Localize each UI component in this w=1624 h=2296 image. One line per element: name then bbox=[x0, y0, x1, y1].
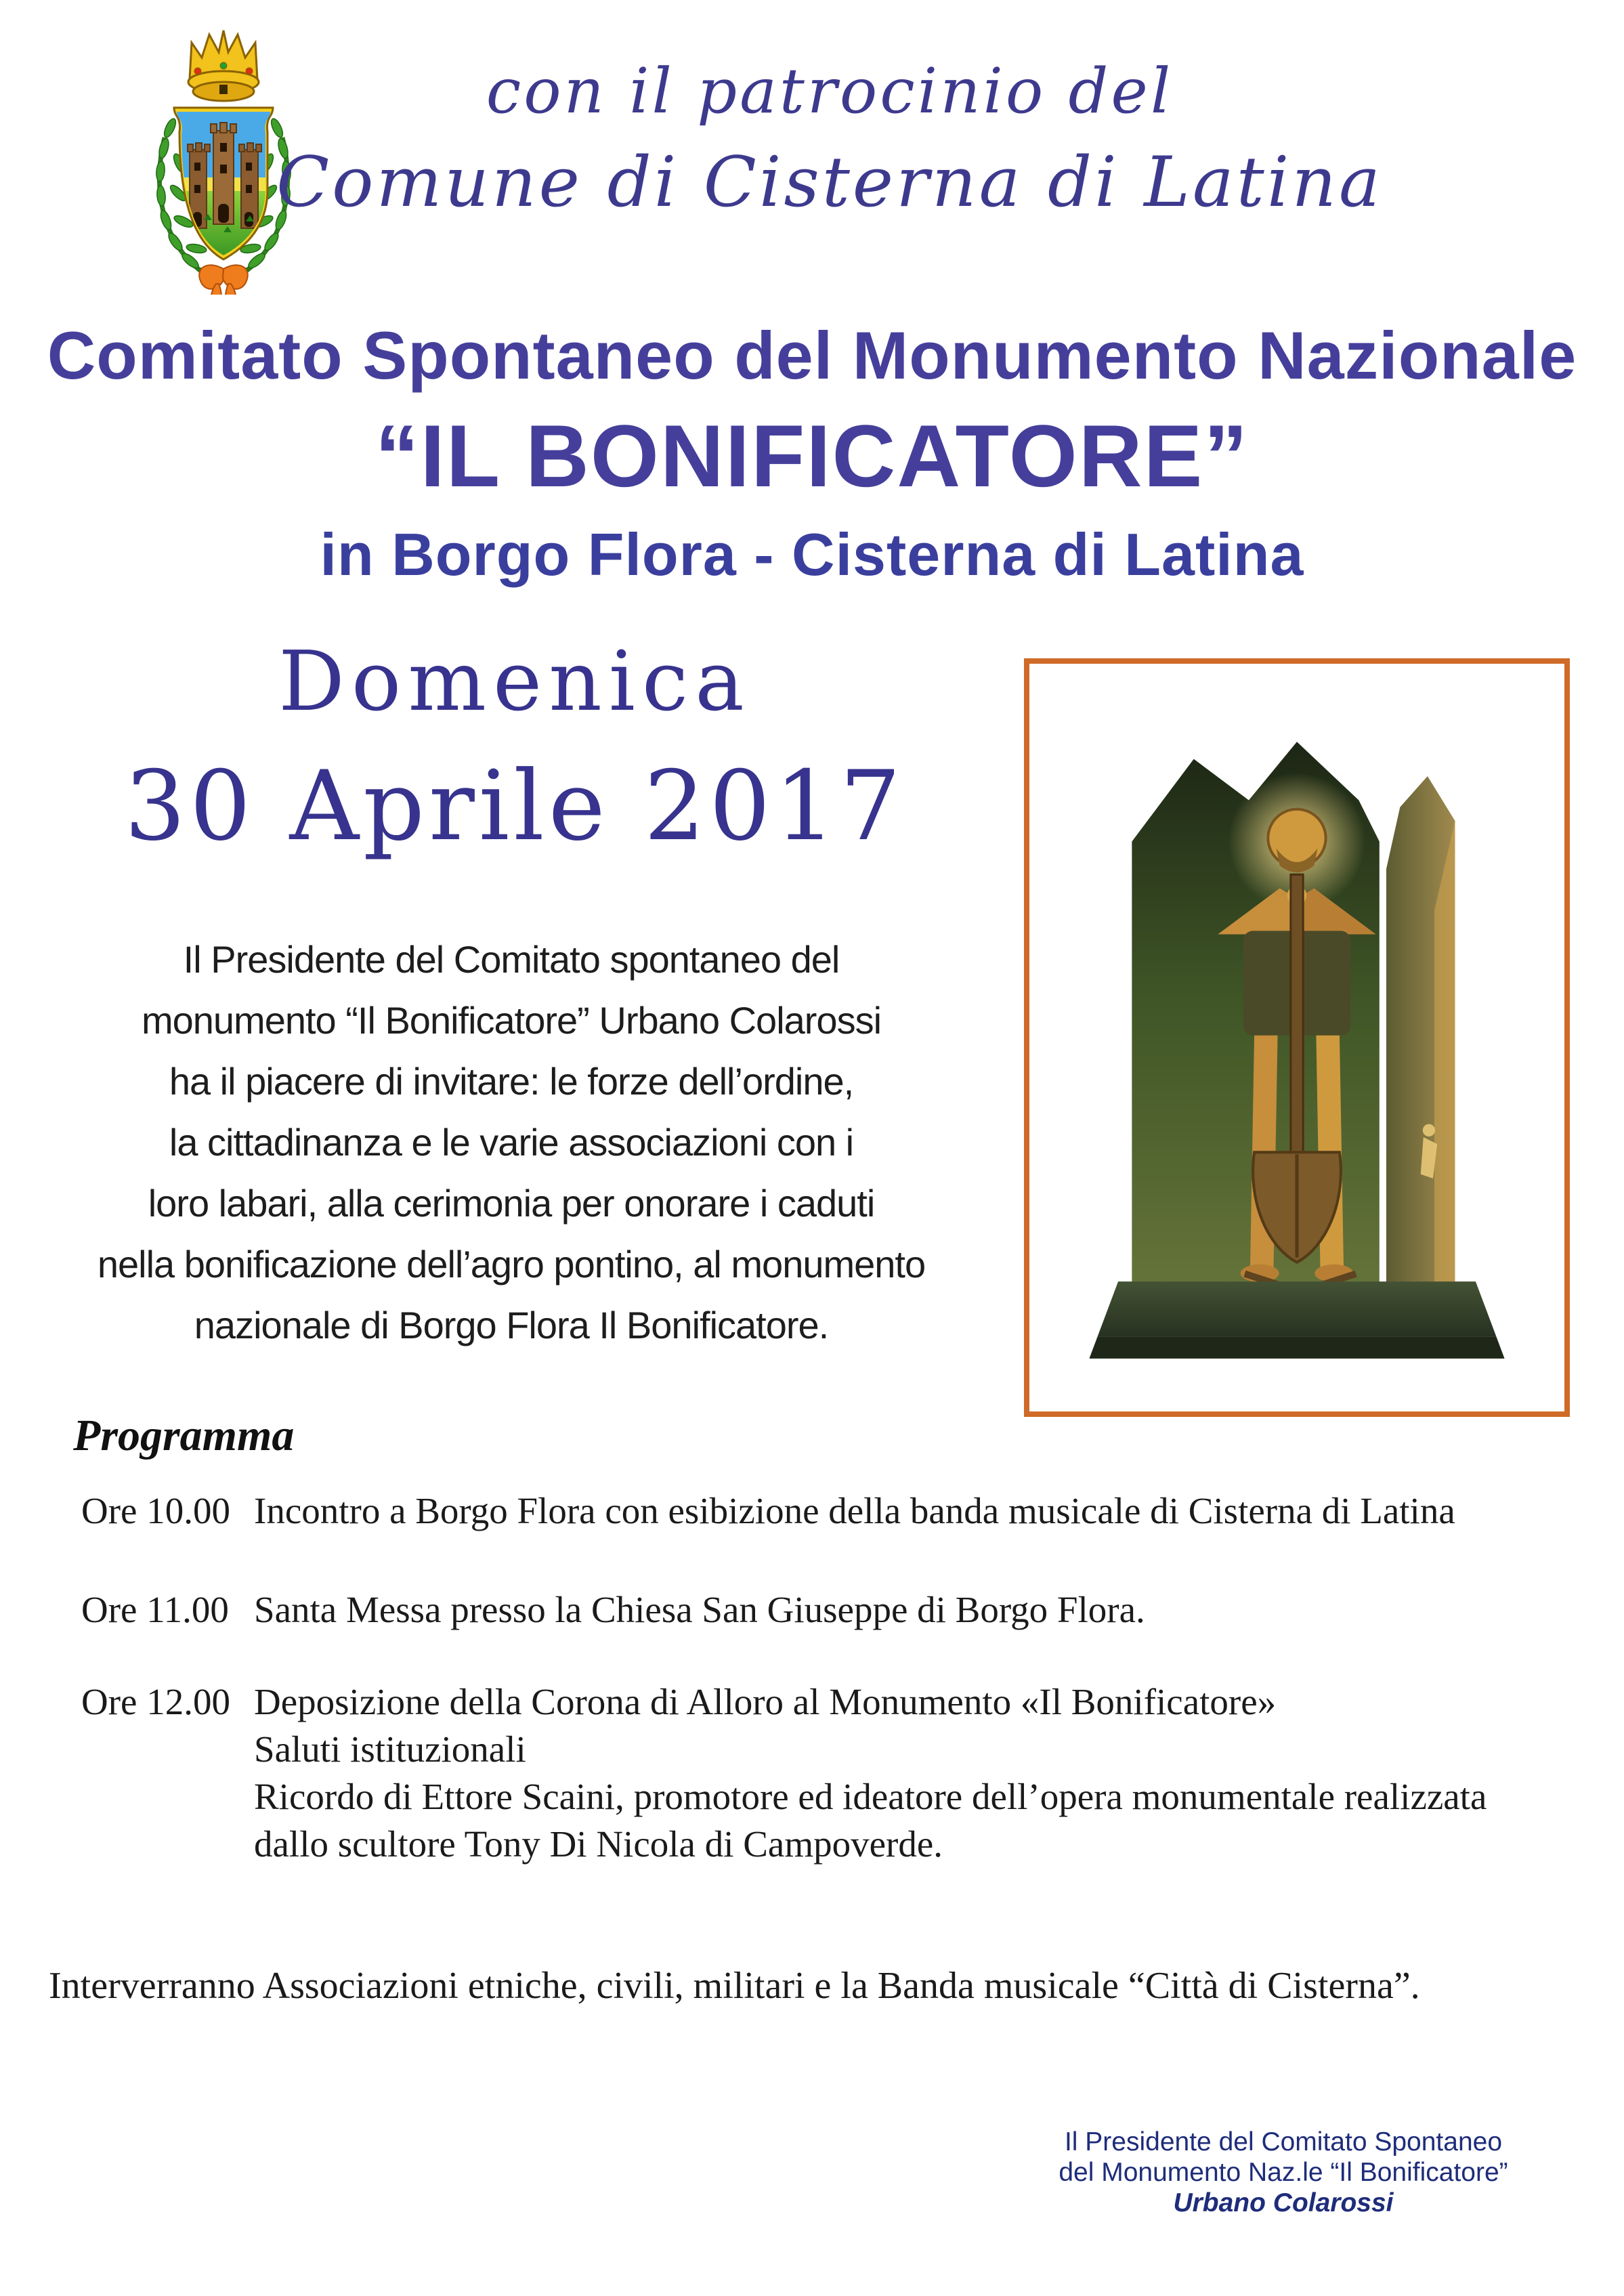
signature-block bbox=[1046, 2127, 1520, 2218]
program-item bbox=[81, 1678, 1487, 1868]
invitation-line: nazionale di Borgo Flora Il Bonificatore. bbox=[194, 1304, 829, 1346]
signature-line2: del Monumento Naz.le “Il Bonificatore” bbox=[1059, 2158, 1508, 2187]
program-item bbox=[81, 1586, 1145, 1634]
program-item bbox=[81, 1487, 1455, 1535]
invitation-line: ha il piacere di invitare: le forze dell’ordine, bbox=[169, 1060, 854, 1103]
program-desc-line: Santa Messa presso la Chiesa San Giuseppe di Borgo Flora. bbox=[254, 1589, 1145, 1630]
invitation-line: nella bonificazione dell’agro pontino, al monumento bbox=[97, 1243, 926, 1285]
invitation-line: loro labari, alla cerimonia per onorare i caduti bbox=[148, 1182, 875, 1225]
patronage-block bbox=[35, 47, 1624, 230]
patronage-line2: Comune di Cisterna di Latina bbox=[276, 142, 1383, 223]
event-date: 30 Aprile 2017 bbox=[124, 750, 905, 862]
participants-note: Interverranno Associazioni etniche, civili, militari e la Banda musicale “Città di Cisterna”. bbox=[49, 1965, 1420, 2007]
signature-name: Urbano Colarossi bbox=[1173, 2188, 1394, 2217]
monument-title: “IL BONIFICATORE” bbox=[375, 406, 1249, 505]
committee-title: Comitato Spontaneo del Monumento Nazionale bbox=[47, 318, 1577, 393]
monument-photo bbox=[1024, 658, 1570, 1417]
programma-title: Programma bbox=[73, 1411, 295, 1460]
program-desc-line: Incontro a Borgo Flora con esibizione della banda musicale di Cisterna di Latina bbox=[254, 1490, 1455, 1531]
invitation-line: la cittadinanza e le varie associazioni con i bbox=[169, 1121, 854, 1164]
signature-line1: Il Presidente del Comitato Spontaneo bbox=[1064, 2127, 1503, 2156]
program-desc-line: Deposizione della Corona di Alloro al Monumento «Il Bonificatore» bbox=[254, 1681, 1277, 1722]
event-day: Domenica bbox=[278, 633, 751, 729]
invitation-line: Il Presidente del Comitato spontaneo del bbox=[183, 938, 840, 981]
program-time: Ore 11.00 bbox=[81, 1589, 229, 1630]
patronage-line1: con il patrocinio del bbox=[486, 55, 1174, 127]
invitation-line: monumento “Il Bonificatore” Urbano Colarossi bbox=[141, 999, 882, 1042]
invitation-paragraph bbox=[24, 929, 999, 1356]
program-desc-line: Saluti istituzionali bbox=[254, 1728, 526, 1770]
program-desc-line: Ricordo di Ettore Scaini, promotore ed ideatore dell’opera monumentale realizzata bbox=[254, 1776, 1487, 1817]
location-subtitle: in Borgo Flora - Cisterna di Latina bbox=[320, 521, 1304, 588]
program-desc-line: dallo scultore Tony Di Nicola di Campoverde. bbox=[254, 1823, 943, 1865]
program-time: Ore 10.00 bbox=[81, 1490, 230, 1531]
program-time: Ore 12.00 bbox=[81, 1681, 230, 1722]
